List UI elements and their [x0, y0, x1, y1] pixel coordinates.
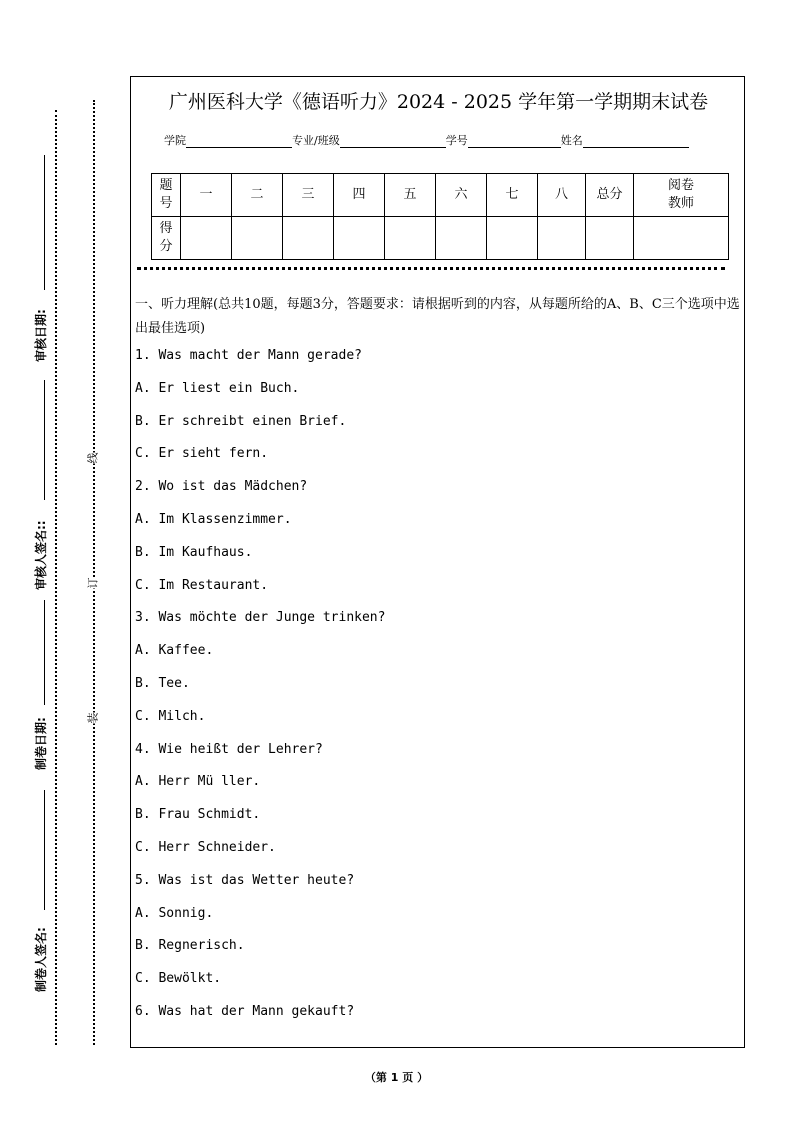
- option-line: A. Im Klassenzimmer.: [135, 511, 292, 527]
- score-label: 得 分: [152, 217, 181, 260]
- question-line: 3. Was möchte der Junge trinken?: [135, 610, 386, 626]
- page-footer: （第 1 页 ）: [364, 1071, 429, 1084]
- score-cell-7[interactable]: [487, 217, 538, 260]
- score-cell-5[interactable]: [385, 217, 436, 260]
- score-table-header-row: [152, 174, 729, 217]
- option-line: A. Herr Mü ller.: [135, 774, 261, 790]
- score-cell-3[interactable]: [283, 217, 334, 260]
- option-line: C. Bewölkt.: [135, 971, 222, 987]
- score-cell-total[interactable]: [586, 217, 634, 260]
- review-date-line: [44, 155, 45, 290]
- name-label: 姓名: [560, 134, 583, 147]
- score-cell-1[interactable]: [181, 217, 232, 260]
- option-line: C. Im Restaurant.: [135, 577, 269, 593]
- col-2: 二: [232, 174, 283, 217]
- binding-dotted-line: [93, 100, 95, 1045]
- col-5: 五: [385, 174, 436, 217]
- binding-char-xian: 线: [86, 452, 100, 464]
- major-blank[interactable]: [340, 135, 446, 148]
- col-6: 六: [436, 174, 487, 217]
- option-line: C. Milch.: [135, 708, 206, 724]
- score-cell-reviewer[interactable]: [634, 217, 729, 260]
- score-cell-2[interactable]: [232, 217, 283, 260]
- option-line: B. Frau Schmidt.: [135, 807, 261, 823]
- question-line: 2. Wo ist das Mädchen?: [135, 479, 308, 495]
- margin-dotted-line-left: [55, 110, 57, 1045]
- col-total: 总分: [586, 174, 634, 217]
- major-label: 专业/班级: [292, 134, 340, 147]
- col-8: 八: [538, 174, 586, 217]
- option-line: A. Sonnig.: [135, 905, 214, 921]
- binding-char-ding: 订: [86, 577, 100, 589]
- option-line: C. Herr Schneider.: [135, 839, 276, 855]
- col-reviewer: 阅卷 教师: [634, 174, 729, 217]
- question-line: 5. Was ist das Wetter heute?: [135, 872, 355, 888]
- college-label: 学院: [164, 134, 186, 147]
- exam-title: 广州医科大学《德语听力》2024 - 2025 学年第一学期期末试卷: [168, 91, 709, 113]
- score-cell-4[interactable]: [334, 217, 385, 260]
- reviewer-sign-label: 审核人签名::: [34, 520, 48, 590]
- exam-frame: [130, 76, 745, 1048]
- question-number-label: 题 号: [152, 174, 181, 217]
- section-instruction: 一、听力理解(总共10题，每题3分，答题要求：请根据听到的内容，从每题所给的A、B、C三个选项中选出最佳选项): [135, 297, 740, 336]
- score-cell-8[interactable]: [538, 217, 586, 260]
- option-line: A. Kaffee.: [135, 643, 214, 659]
- question-line: 6. Was hat der Mann gekauft?: [135, 1003, 355, 1019]
- student-info-row: [164, 132, 689, 148]
- option-line: B. Regnerisch.: [135, 938, 245, 954]
- score-table-score-row: [152, 217, 729, 260]
- col-3: 三: [283, 174, 334, 217]
- option-line: A. Er liest ein Buch.: [135, 380, 300, 396]
- score-table: [151, 173, 729, 260]
- question-line: 1. Was macht der Mann gerade?: [135, 348, 362, 363]
- review-date-label: 审核日期:: [34, 309, 48, 362]
- student-id-label: 学号: [445, 134, 468, 147]
- college-blank[interactable]: [186, 135, 292, 148]
- option-line: B. Er schreibt einen Brief.: [135, 413, 347, 429]
- maker-sign-line: [44, 790, 45, 910]
- col-4: 四: [334, 174, 385, 217]
- reviewer-sign-line: [44, 380, 45, 500]
- option-line: B. Tee.: [135, 675, 190, 691]
- col-7: 七: [487, 174, 538, 217]
- maker-sign-label: 制卷人签名:: [34, 927, 48, 992]
- make-date-label: 制卷日期:: [34, 717, 48, 770]
- option-line: B. Im Kaufhaus.: [135, 544, 253, 560]
- student-id-blank[interactable]: [468, 135, 561, 148]
- score-cell-6[interactable]: [436, 217, 487, 260]
- option-line: C. Er sieht fern.: [135, 446, 269, 462]
- separator-dotted-line: [137, 267, 725, 270]
- binding-char-zhuang: 装: [86, 712, 100, 724]
- make-date-line: [44, 600, 45, 705]
- name-blank[interactable]: [583, 135, 689, 148]
- col-1: 一: [181, 174, 232, 217]
- section-listening: [135, 293, 740, 1035]
- question-line: 4. Wie heißt der Lehrer?: [135, 741, 323, 757]
